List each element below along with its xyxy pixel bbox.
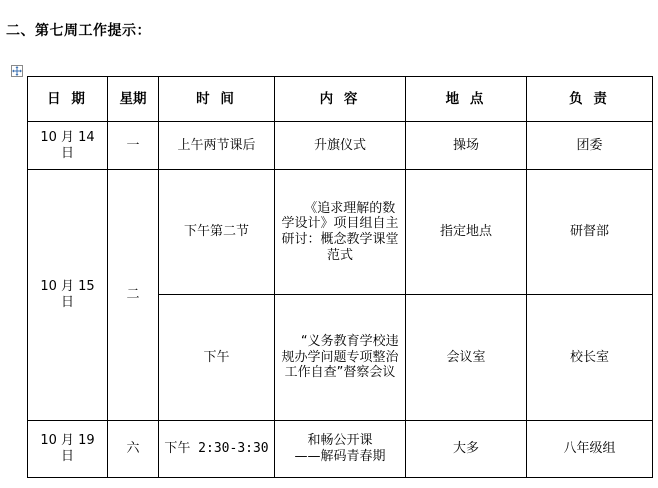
cell-time: 下午第二节 bbox=[159, 170, 275, 295]
cell-location: 大多 bbox=[406, 421, 527, 478]
cell-date: 10 月 15 日 bbox=[28, 170, 108, 421]
header-row bbox=[28, 77, 653, 122]
cell-time: 下午 2:30-3:30 bbox=[159, 421, 275, 478]
cell-owner: 校长室 bbox=[527, 295, 653, 421]
cell-time: 上午两节课后 bbox=[159, 122, 275, 170]
schedule-table bbox=[27, 76, 653, 478]
cell-content: “义务教育学校违规办学问题专项整治工作自查”督察会议 bbox=[275, 295, 406, 421]
section-title: 二、第七周工作提示： bbox=[6, 23, 151, 39]
cell-date: 10 月 19 日 bbox=[28, 421, 108, 478]
cell-owner: 团委 bbox=[527, 122, 653, 170]
cell-weekday: 一 bbox=[108, 122, 159, 170]
cell-weekday: 二 bbox=[108, 170, 159, 421]
cell-content bbox=[275, 421, 406, 478]
cell-location: 会议室 bbox=[406, 295, 527, 421]
header-date: 日 期 bbox=[28, 77, 108, 122]
move-arrows-icon[interactable] bbox=[11, 65, 23, 77]
cell-location: 操场 bbox=[406, 122, 527, 170]
cell-location: 指定地点 bbox=[406, 170, 527, 295]
table-row bbox=[28, 122, 653, 170]
header-time: 时 间 bbox=[159, 77, 275, 122]
cell-content: 《追求理解的数学设计》项目组自主研讨：概念教学课堂范式 bbox=[275, 170, 406, 295]
table-row bbox=[28, 170, 653, 295]
header-location: 地 点 bbox=[406, 77, 527, 122]
cell-time: 下午 bbox=[159, 295, 275, 421]
header-weekday: 星期 bbox=[108, 77, 159, 122]
content-line: 和畅公开课 bbox=[307, 433, 373, 449]
header-content: 内 容 bbox=[275, 77, 406, 122]
header-owner: 负 责 bbox=[527, 77, 653, 122]
cell-owner: 八年级组 bbox=[527, 421, 653, 478]
cell-weekday: 六 bbox=[108, 421, 159, 478]
cell-date: 10 月 14 日 bbox=[28, 122, 108, 170]
table-row bbox=[28, 421, 653, 478]
content-line: ——解码青春期 bbox=[294, 449, 386, 464]
cell-content: 升旗仪式 bbox=[275, 122, 406, 170]
cell-owner: 研督部 bbox=[527, 170, 653, 295]
